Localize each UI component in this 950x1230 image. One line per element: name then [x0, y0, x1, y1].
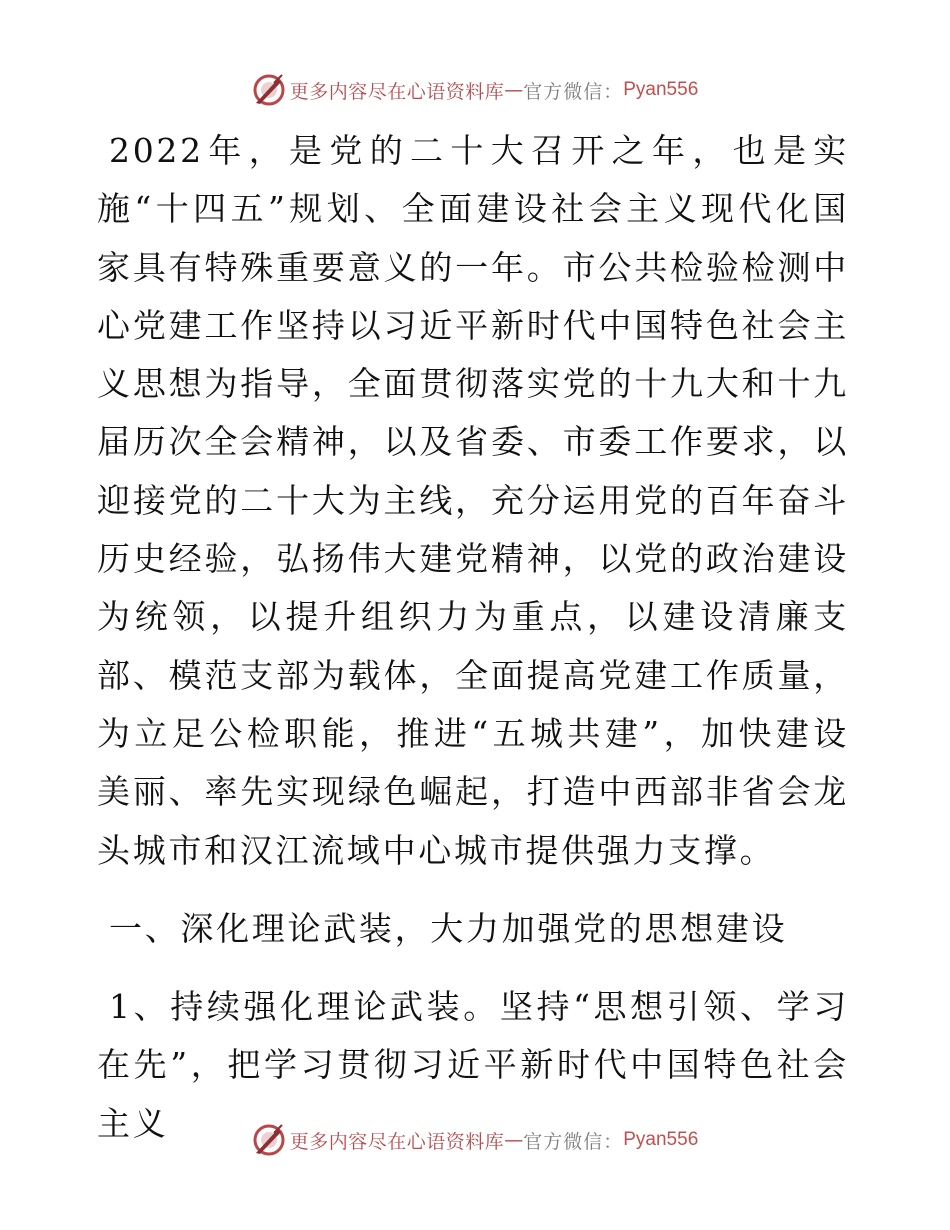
watermark-wechat-label: 官方微信：	[523, 80, 624, 103]
watermark-wechat-id: Pyan556	[623, 1129, 699, 1150]
intro-paragraph: 2022年，是党的二十大召开之年，也是实施“十四五”规划、全面建设社会主义现代化国家具有特殊重要意义的一年。市公共检验检测中心党建工作坚持以习近平新时代中国特色社会主义思想为指导，全面贯彻落实党的十九大和十九届历次全会精神，以及省委、市委工作要求，以迎接党的二十大为主线，充分运用党的百年奋斗历史经验，弘扬伟大建党精神，以党的政治建设为统领，以提升组织力为重点，以建设清廉支部、模范支部为载体，全面提高党建工作质量，为立足公检职能，推进“五城共建”，加快建设美丽、率先实现绿色崛起，打造中西部非省会龙头城市和汉江流域中心城市提供强力支撑。	[97, 131, 849, 870]
watermark-separator: —	[504, 79, 524, 101]
quill-pen-logo-icon	[252, 1123, 286, 1157]
watermark-text: 更多内容尽在心语资料库	[289, 80, 505, 103]
watermark-text: 更多内容尽在心语资料库	[289, 1130, 505, 1153]
watermark-banner-bottom	[0, 1120, 950, 1160]
quill-pen-logo-icon	[252, 73, 286, 107]
watermark-banner-top	[0, 70, 950, 110]
watermark-wechat-label: 官方微信：	[523, 1130, 624, 1153]
section-heading: 一、深化理论武装，大力加强党的思想建设	[109, 908, 788, 948]
watermark-separator: —	[504, 1129, 524, 1151]
watermark-wechat-id: Pyan556	[623, 79, 699, 100]
document-body	[97, 122, 849, 1153]
list-item-1: 1、持续强化理论武装。坚持“思想引领、学习在先”，把学习贯彻习近平新时代中国特色社会主义	[97, 987, 849, 1143]
